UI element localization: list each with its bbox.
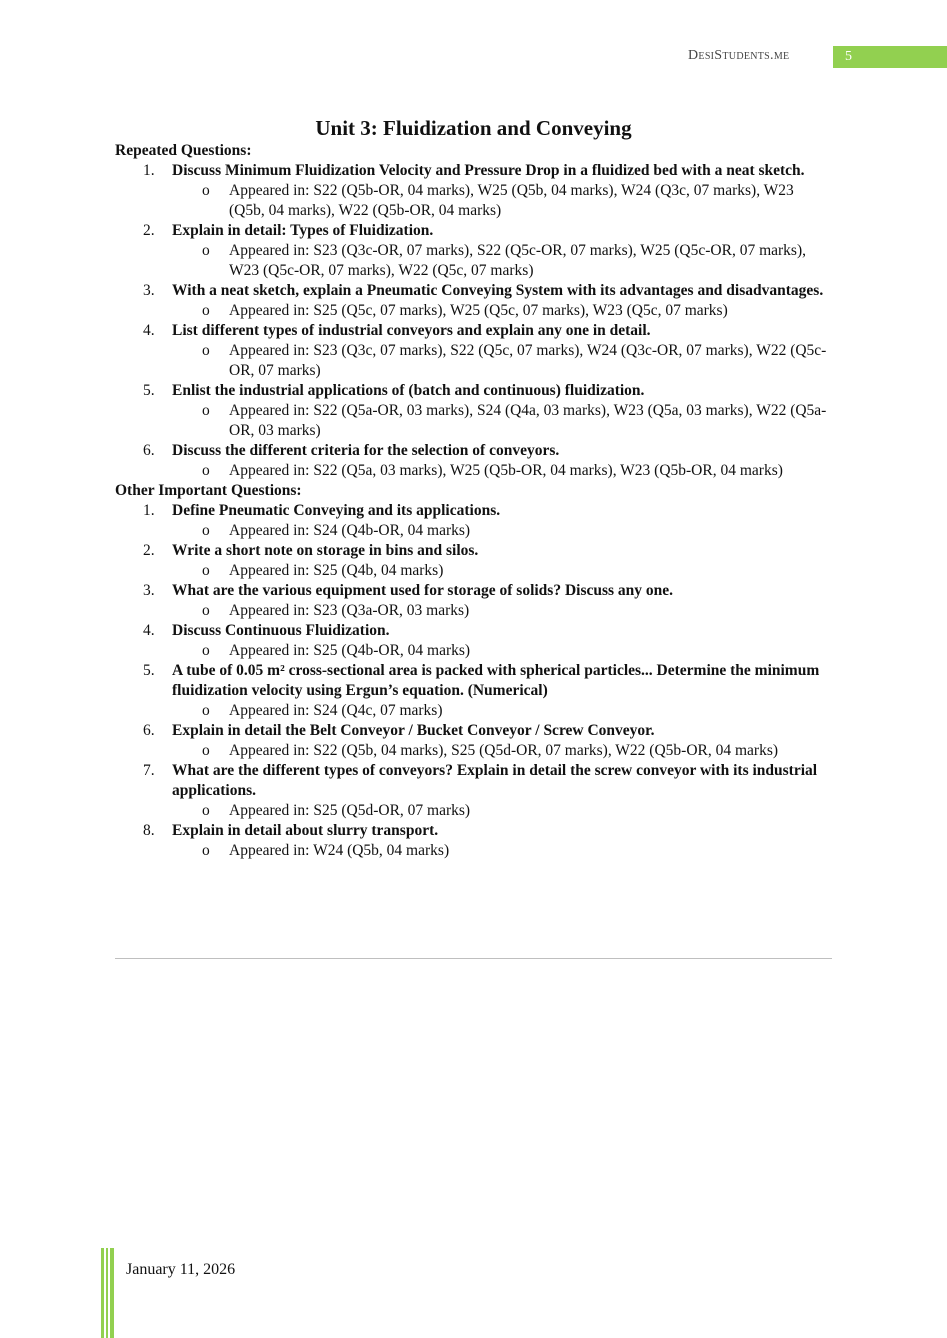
- question-number: 4.: [143, 322, 155, 339]
- other-question-5: [115, 661, 835, 701]
- question-number: 2.: [143, 222, 155, 239]
- question-number: 1.: [143, 502, 155, 519]
- appeared-in-text: Appeared in: S23 (Q3a-OR, 03 marks): [229, 602, 470, 619]
- other-question-6: [115, 721, 835, 741]
- question-number: 8.: [143, 822, 155, 839]
- circle-bullet-icon: o: [202, 562, 210, 579]
- question-number: 7.: [143, 762, 155, 779]
- repeated-appeared-6: [115, 461, 835, 481]
- other-appeared-4: [115, 641, 835, 661]
- question-text: Explain in detail: Types of Fluidization.: [172, 222, 434, 239]
- repeated-question-2: [115, 221, 835, 241]
- other-questions-heading: Other Important Questions:: [115, 482, 302, 499]
- question-text: Discuss Continuous Fluidization.: [172, 622, 390, 639]
- repeated-appeared-5: [115, 401, 835, 441]
- question-text: Explain in detail about slurry transport.: [172, 822, 439, 839]
- other-question-1: [115, 501, 835, 521]
- circle-bullet-icon: o: [202, 242, 210, 259]
- repeated-appeared-3: [115, 301, 835, 321]
- question-number: 2.: [143, 542, 155, 559]
- appeared-in-text: Appeared in: S22 (Q5a, 03 marks), W25 (Q5b-OR, 04 marks), W23 (Q5b-OR, 04 marks): [229, 462, 783, 479]
- question-number: 1.: [143, 162, 155, 179]
- other-questions-list: [115, 501, 835, 861]
- other-appeared-5: [115, 701, 835, 721]
- appeared-in-text: Appeared in: W24 (Q5b, 04 marks): [229, 842, 450, 859]
- appeared-in-text: Appeared in: S24 (Q4c, 07 marks): [229, 702, 443, 719]
- repeated-questions-heading: Repeated Questions:: [115, 142, 252, 159]
- question-number: 4.: [143, 622, 155, 639]
- question-number: 5.: [143, 382, 155, 399]
- circle-bullet-icon: o: [202, 742, 210, 759]
- content-divider: [115, 958, 832, 959]
- question-text: Discuss the different criteria for the selection of conveyors.: [172, 442, 560, 459]
- repeated-question-5: [115, 381, 835, 401]
- header-site-name: DesiStudents.me: [688, 48, 790, 63]
- circle-bullet-icon: o: [202, 842, 210, 859]
- other-appeared-6: [115, 741, 835, 761]
- repeated-appeared-4: [115, 341, 835, 381]
- other-appeared-1: [115, 521, 835, 541]
- question-text: Explain in detail the Belt Conveyor / Bucket Conveyor / Screw Conveyor.: [172, 722, 655, 739]
- circle-bullet-icon: o: [202, 602, 210, 619]
- question-number: 3.: [143, 582, 155, 599]
- question-text: Write a short note on storage in bins and silos.: [172, 542, 479, 559]
- question-text: Define Pneumatic Conveying and its applications.: [172, 502, 501, 519]
- document-body: [115, 141, 835, 861]
- repeated-questions-list: [115, 161, 835, 481]
- circle-bullet-icon: o: [202, 462, 210, 479]
- circle-bullet-icon: o: [202, 802, 210, 819]
- other-question-7: [115, 761, 835, 801]
- circle-bullet-icon: o: [202, 182, 210, 199]
- repeated-question-4: [115, 321, 835, 341]
- circle-bullet-icon: o: [202, 642, 210, 659]
- circle-bullet-icon: o: [202, 702, 210, 719]
- circle-bullet-icon: o: [202, 402, 210, 419]
- page-title: Unit 3: Fluidization and Conveying: [315, 116, 632, 140]
- circle-bullet-icon: o: [202, 522, 210, 539]
- other-question-8: [115, 821, 835, 841]
- question-text: List different types of industrial conveyors and explain any one in detail.: [172, 322, 651, 339]
- appeared-in-text: Appeared in: S24 (Q4b-OR, 04 marks): [229, 522, 471, 539]
- question-text: With a neat sketch, explain a Pneumatic Conveying System with its advantages and disadvantages.: [172, 282, 824, 299]
- question-text: What are the different types of conveyors? Explain in detail the screw conveyor with its industrial applications.: [172, 762, 818, 799]
- other-appeared-2: [115, 561, 835, 581]
- question-text: A tube of 0.05 m² cross-sectional area is packed with spherical particles... Determine the minimum fluidization velocity using Ergun’s equation. (Numerical): [172, 662, 820, 699]
- other-appeared-8: [115, 841, 835, 861]
- appeared-in-text: Appeared in: S25 (Q4b, 04 marks): [229, 562, 444, 579]
- appeared-in-text: Appeared in: S25 (Q5d-OR, 07 marks): [229, 802, 471, 819]
- circle-bullet-icon: o: [202, 342, 210, 359]
- footer-date: January 11, 2026: [126, 1261, 236, 1278]
- question-number: 5.: [143, 662, 155, 679]
- other-question-2: [115, 541, 835, 561]
- repeated-question-3: [115, 281, 835, 301]
- appeared-in-text: Appeared in: S22 (Q5b, 04 marks), S25 (Q5d-OR, 07 marks), W22 (Q5b-OR, 04 marks): [229, 742, 779, 759]
- repeated-question-1: [115, 161, 835, 181]
- appeared-in-text: Appeared in: S25 (Q4b-OR, 04 marks): [229, 642, 471, 659]
- other-appeared-7: [115, 801, 835, 821]
- repeated-question-6: [115, 441, 835, 461]
- question-number: 3.: [143, 282, 155, 299]
- question-text: Discuss Minimum Fluidization Velocity and Pressure Drop in a fluidized bed with a neat sketch.: [172, 162, 805, 179]
- appeared-in-text: Appeared in: S23 (Q3c-OR, 07 marks), S22 (Q5c-OR, 07 marks), W25 (Q5c-OR, 07 marks), W23 (Q5c-OR, 07 marks), W22 (Q5c, 07 marks): [229, 242, 806, 279]
- question-text: What are the various equipment used for storage of solids? Discuss any one.: [172, 582, 674, 599]
- appeared-in-text: Appeared in: S22 (Q5b-OR, 04 marks), W25 (Q5b, 04 marks), W24 (Q3c, 07 marks), W23 (Q5b, 04 marks), W22 (Q5b-OR, 04 marks): [229, 182, 794, 219]
- other-appeared-3: [115, 601, 835, 621]
- page-number-badge: 5: [833, 46, 947, 68]
- footer-accent-bars: [101, 1248, 115, 1338]
- appeared-in-text: Appeared in: S23 (Q3c, 07 marks), S22 (Q5c, 07 marks), W24 (Q3c-OR, 07 marks), W22 (Q5c-OR, 07 marks): [229, 342, 827, 379]
- appeared-in-text: Appeared in: S22 (Q5a-OR, 03 marks), S24 (Q4a, 03 marks), W23 (Q5a, 03 marks), W22 (Q5a-OR, 03 marks): [229, 402, 827, 439]
- repeated-appeared-2: [115, 241, 835, 281]
- question-number: 6.: [143, 442, 155, 459]
- other-question-4: [115, 621, 835, 641]
- repeated-appeared-1: [115, 181, 835, 221]
- other-question-3: [115, 581, 835, 601]
- circle-bullet-icon: o: [202, 302, 210, 319]
- appeared-in-text: Appeared in: S25 (Q5c, 07 marks), W25 (Q5c, 07 marks), W23 (Q5c, 07 marks): [229, 302, 728, 319]
- question-number: 6.: [143, 722, 155, 739]
- question-text: Enlist the industrial applications of (batch and continuous) fluidization.: [172, 382, 645, 399]
